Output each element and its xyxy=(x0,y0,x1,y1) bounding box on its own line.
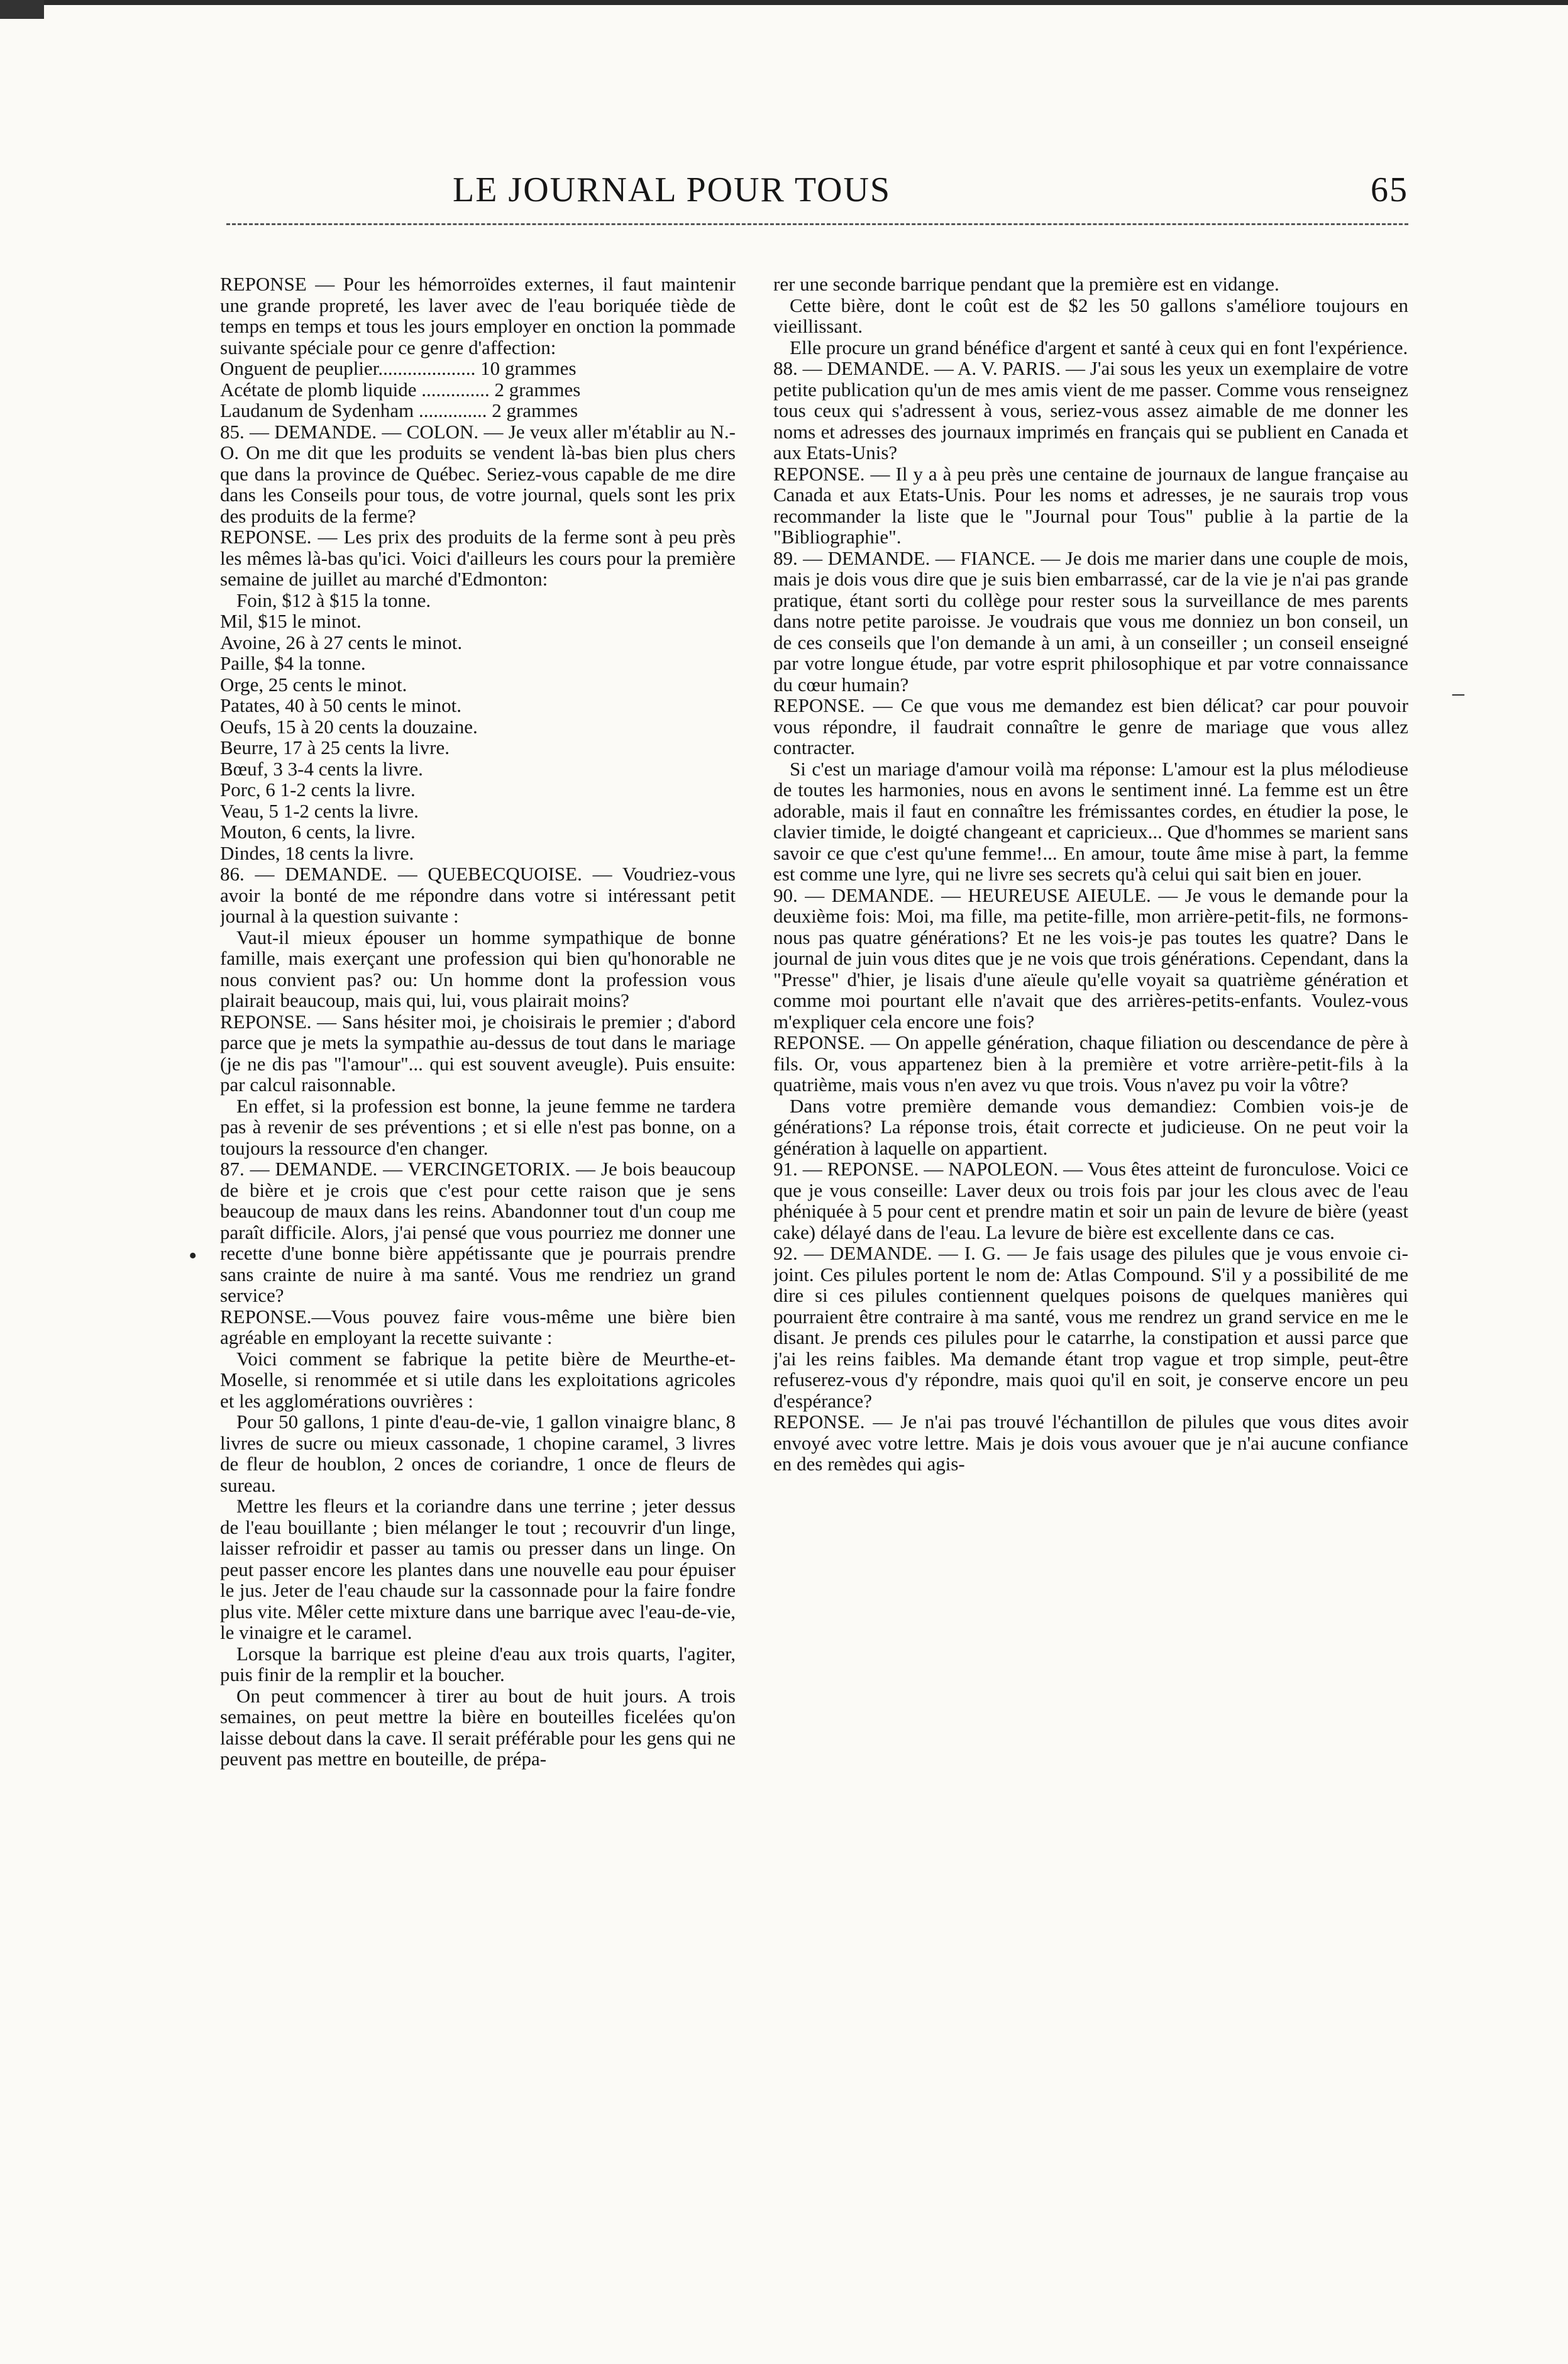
question-88: 88. — DEMANDE. — A. V. PARIS. — J'ai sous les yeux un exemplaire de votre petite publication qu'un de mes amis vient de me passer. Comme vous renseignez tous ceux qui s'adressent à vous, seriez-vous assez aimable de me donner les noms et adresses des journaux imprimés en français qui se publient en Canada et aux Etats-Unis? xyxy=(773,357,1408,463)
answer-89: REPONSE. — Ce que vous me demandez est bien délicat? car pour pouvoir vous répondre, il faudrait connaître le genre de mariage que vous allez contracter. xyxy=(773,694,1408,758)
beer-intro: Voici comment se fabrique la petite bière de Meurthe-et-Moselle, si renommée et si utile dans les exploitations agricoles et les agglomérations ouvrières : xyxy=(220,1347,736,1412)
beer-ingredients: Pour 50 gallons, 1 pinte d'eau-de-vie, 1 gallon vinaigre blanc, 8 livres de sucre ou mieux cassonade, 1 chopine caramel, 3 livres de fleur de houblon, 2 onces de coriandre, 1 once de fleurs de sureau. xyxy=(220,1411,736,1496)
question-86-text: Vaut-il mieux épouser un homme sympathique de bonne famille, mais exerçant une profession qui bien qu'honorable ne nous convient pas? ou: Un homme dont la profession vous plairait beaucoup, mais qui, lui, vous plairait moins? xyxy=(220,926,736,1011)
answer-88: REPONSE. — Il y a à peu près une centaine de journaux de langue française au Canada et aux Etats-Unis. Pour les noms et adresses, je ne saurais trop vous recommander la liste que le "Journal pour Tous" publie à la partie de la "Bibliographie". xyxy=(773,462,1408,548)
beer-barrel: Lorsque la barrique est pleine d'eau aux trois quarts, l'agiter, puis finir de la remplir et la boucher. xyxy=(220,1642,736,1685)
beer-continuation: rer une seconde barrique pendant que la première est en vidange. xyxy=(773,274,1279,295)
page-number: 65 xyxy=(1371,170,1408,209)
question-85: 85. — DEMANDE. — COLON. — Je veux aller m'établir au N.-O. On me dit que les produits se vendent là-bas bien plus chers que dans la province de Québec. Seriez-vous capable de me dire dans les Conseils pour tous, de votre journal, quels sont les prix des produits de la ferme? xyxy=(220,420,736,527)
answer-86: REPONSE. — Sans hésiter moi, je choisirais le premier ; d'abord parce que je mets la sympathie au-dessus de tout dans le mariage (je ne dis pas "l'amour"... qui est souvent aveugle). Puis ensuite: par calcul raisonnable. xyxy=(220,1010,736,1096)
question-90: 90. — DEMANDE. — HEUREUSE AIEULE. — Je vous le demande pour la deuxième fois: Moi, ma fille, ma petite-fille, mon arrière-petit-fils, ne formons-nous pas quatre générations? Et ne les vois-je pas toutes les quatre? Dans le journal de juin vous dites que je ne vois que trois générations. Cependant, dans la "Presse" d'hier, je lisais d'une aïeule qu'elle voyait sa quatrième génération et comme moi pourtant elle n'avait que des arrières-petits-enfants. Voulez-vous m'expliquer cela encore une fois? xyxy=(773,884,1408,1033)
question-87: 87. — DEMANDE. — VERCINGETORIX. — Je bois beaucoup de bière et je crois que c'est pour cette raison que je sens beaucoup de maux dans les reins. Abandonner tout d'un coup me paraît difficile. Alors, j'ai pensé que vous pourriez me donner une recette d'une bonne bière appétissante que je pourrais prendre sans crainte de nuire à ma santé. Vous me rendriez un grand service? xyxy=(220,1158,736,1306)
answer-89-cont: Si c'est un mariage d'amour voilà ma réponse: L'amour est la plus mélodieuse de toutes les harmonies, nous en avons le sentiment inné. La femme est un être adorable, mais il faut en connaître les frémissantes cordes, en étudier la pose, le clavier timide, le doigté changeant et capricieux... Que d'hommes se marient sans savoir ce que c'est qu'une femme!... En amour, toute âme mise à part, la femme est comme une lyre, qui ne livre ses secrets qu'à celui qui sait bien en jouer. xyxy=(773,757,1408,885)
right-column xyxy=(773,274,1408,2339)
edmonton-prices-list: Foin, $12 à $15 la tonne. Mil, $15 le minot. Avoine, 26 à 27 cents le minot. Paille, $4 la tonne. Orge, 25 cents le minot. Patates, 40 à 50 cents le minot. Oeufs, 15 à 20 cents la douzaine. Beurre, 17 à 25 cents la livre. Bœuf, 3 3-4 cents la livre. Porc, 6 1-2 cents la livre. Veau, 5 1-2 cents la livre. Mouton, 6 cents, la livre. Dindes, 18 cents la livre. xyxy=(220,589,478,864)
answer-92: REPONSE. — Je n'ai pas trouvé l'échantillon de pilules que vous dites avoir envoyé avec votre lettre. Mais je dois vous avouer que je n'ai aucune confiance en des remèdes qui agis- xyxy=(773,1411,1408,1475)
margin-dot-mark: • xyxy=(189,1243,197,1269)
question-92: 92. — DEMANDE. — I. G. — Je fais usage des pilules que je vous envoie ci-joint. Ces pilules portent le nom de: Atlas Compound. S'il y a possibilité de me dire si ces pilules contiennent quelques poisons de quelques manières qui pourraient être contraire à ma santé, vous me rendrez un grand service en me le disant. Je prends ces pilules pour le catarrhe, la constipation et aussi parce que j'ai les reins faibles. Ma demande étant trop vague et trop simple, peut-être refuserez-vous d'y répondre, mais quoi qu'il en soit, je conserve encore un peu d'espérance? xyxy=(773,1242,1408,1412)
answer-90: REPONSE. — On appelle génération, chaque filiation ou descendance de père à fils. Or, vous appartenez bien à la première et votre arrière-petit-fils à la quatrième, mais vous n'en avez vu que trois. Vous n'avez pu voir la vôtre? xyxy=(773,1031,1408,1096)
beer-method: Mettre les fleurs et la coriandre dans une terrine ; jeter dessus de l'eau bouillante ; bien mélanger le tout ; recouvrir d'un linge, laisser refroidir et passer au tamis ou presser dans un linge. On peut passer encore les plantes dans une nouvelle eau pour épuiser le jus. Jeter de l'eau chaude sur la cassonnade pour la faire fondre plus vite. Mêler cette mixture dans une barrique avec l'eau-de-vie, le vinaigre et le caramel. xyxy=(220,1495,736,1643)
answer-91: 91. — REPONSE. — NAPOLEON. — Vous êtes atteint de furonculose. Voici ce que je vous conseille: Laver deux ou trois fois par jour les clous avec de l'eau phéniquée à 5 pour cent et prendre matin et soir un pain de levure de bière (yeast cake) délayé dans de l'eau. La levure de bière est excellente dans ce cas. xyxy=(773,1158,1408,1243)
scan-corner-mark xyxy=(0,0,44,19)
header-rule xyxy=(226,223,1408,225)
ointment-recipe: Onguent de peuplier.................... 10 grammes Acétate de plomb liquide .............. 2 grammes Laudanum de Sydenham .............. 2 grammes xyxy=(220,357,581,421)
answer-87: REPONSE.—Vous pouvez faire vous-même une bière bien agréable en employant la recette suivante : xyxy=(220,1305,736,1348)
beer-bottling: On peut commencer à tirer au bout de huit jours. A trois semaines, on peut mettre la bière en bouteilles ficelées qu'on laisse debout dans la cave. Il serait préférable pour les gens qui ne peuvent pas mettre en bouteille, de prépa- xyxy=(220,1684,736,1770)
beer-benefit: Elle procure un grand bénéfice d'argent et santé à ceux qui en font l'expérience. xyxy=(790,336,1408,358)
journal-title: LE JOURNAL POUR TOUS xyxy=(453,170,892,209)
scan-top-edge xyxy=(0,0,1568,5)
beer-cost: Cette bière, dont le coût est de $2 les 50 gallons s'améliore toujours en vieillissant. xyxy=(773,294,1408,337)
margin-dash-mark: – xyxy=(1452,680,1464,706)
left-column xyxy=(220,274,736,2339)
question-89: 89. — DEMANDE. — FIANCE. — Je dois me marier dans une couple de mois, mais je dois vous dire que je suis bien embarrassé, car de la vie je n'ai pas grande pratique, étant sorti du collège pour rester sous la surveillance de mes parents dans notre petite paroisse. Je voudrais que vous me donniez un bon conseil, un de ces conseils que l'on demande à un ami, à un conseiller ; un conseil enseigné par votre longue étude, par votre esprit philosophique et par votre connaissance du cœur humain? xyxy=(773,547,1408,696)
answer-85: REPONSE. — Les prix des produits de la ferme sont à peu près les mêmes là-bas qu'ici. Voici d'ailleurs les cours pour la première semaine de juillet au marché d'Edmonton: xyxy=(220,526,736,590)
answer-90-cont: Dans votre première demande vous demandiez: Combien vois-je de générations? La réponse trois, était correcte et judicieuse. On ne peut voir la génération à laquelle on appartient. xyxy=(773,1094,1408,1159)
question-86: 86. — DEMANDE. — QUEBECQUOISE. — Voudriez-vous avoir la bonté de me répondre dans votre si intéressant petit journal à la question suivante : xyxy=(220,863,736,927)
answer-86-cont: En effet, si la profession est bonne, la jeune femme ne tardera pas à revenir de ses préventions ; et si elle n'est pas bonne, on a toujours la ressource d'en changer. xyxy=(220,1094,736,1159)
page-header xyxy=(428,170,1408,214)
answer-hemorrhoids: REPONSE — Pour les hémorroïdes externes, il faut maintenir une grande propreté, les laver avec de l'eau boriquée tiède de temps en temps et tous les jours employer en onction la pommade suivante spéciale pour ce genre d'affection: xyxy=(220,274,736,358)
